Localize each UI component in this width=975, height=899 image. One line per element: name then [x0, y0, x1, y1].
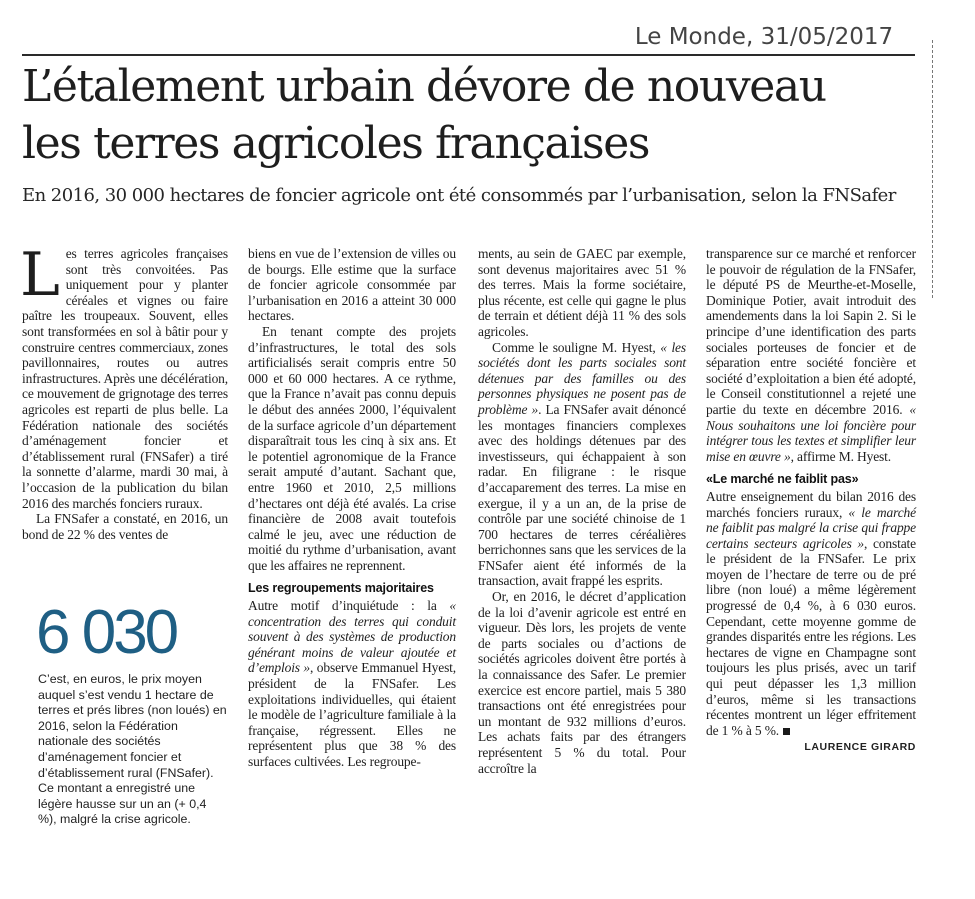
- quote: « concentration des terres qui conduit souvent à des systèmes de production générant moins de valeur ajoutée et d’emplois »: [248, 598, 456, 676]
- paragraph: ments, au sein de GAEC par exemple, sont devenus majoritaires avec 51 % des terres. Mais la forme sociétaire, plus récente, est celle qui gagne le plus de terrain et détient déjà 11 % des sols agricoles.: [478, 246, 686, 339]
- article-column-4: [706, 246, 916, 756]
- article-column-2: [248, 246, 456, 770]
- article-column-3: [478, 246, 686, 776]
- header-rule: [22, 54, 915, 56]
- paragraph-text: , affirme M. Hyest.: [790, 448, 891, 464]
- end-of-article-mark: [783, 728, 790, 735]
- paragraph: Or, en 2016, le décret d’application de la loi d’avenir agricole est entré en vigueur. Dès lors, les projets de vente de parts sociales ou d’actions de sociétés agricoles doivent être portés à la connaissance des Safer. Le premier exercice est encore partiel, mais 5 380 transactions ont été enregistrées pour un montant de 932 millions d’euros. Les achats faits par des étrangers représentent 5 % du total. Pour accroître la: [478, 589, 686, 776]
- byline: LAURENCE GIRARD: [804, 741, 916, 754]
- quote: « le marché ne faiblit pas malgré la crise qui frappe certains secteurs agricoles »: [706, 504, 916, 551]
- drop-cap: L: [20, 240, 60, 310]
- fact-box: [22, 598, 228, 828]
- article-column-1: [20, 240, 228, 542]
- paragraph-text: . La FNSafer avait dénoncé les montages financiers complexes avec des holdings détenues par des investisseurs, qui échappaient à son radar. En filigrane : le risque d’accaparement des terres. La mise en exergue, il y a un an, de la prise de contrôle par une société chinoise de 1 700 hectares de terres céréalières berrichonnes sans que les services de la FNSafer aient été informés de la transaction, avait frappé les esprits.: [478, 401, 686, 589]
- headline-line-1: L’étalement urbain dévore de nouveau: [22, 61, 826, 112]
- subheading: Les regroupements majoritaires: [248, 581, 434, 596]
- quote: « les sociétés dont les parts sociales sont détenues par des familles ou des personnes physiques ne posent pas de problème »: [478, 339, 686, 417]
- paragraph: En tenant compte des projets d’infrastructures, le total des sols artificialisés serait compris entre 50 000 et 60 000 hectares. A ce rythme, que la France n’avait pas connu depuis le début des années 2000, l’équivalent de la surface agricole d’un département disparaîtrait tous les cinq à six ans. Et le potentiel agronomique de la France serait amputé d’autant. Sachant que, entre 1960 et 2010, 2,5 millions d’hectares ont déjà été avalés. La crise financière de 2008 avait toutefois calmé le jeu, avec une réduction de moitié du rythme d’urbanisation, avant que les affaires ne reprennent.: [248, 323, 456, 573]
- paragraph-text: es terres agricoles françaises sont très convoitées. Pas uniquement pour y planter céréales et vignes ou faire paître les troupeaux. Souvent, elles sont transformées en sol à bâtir pour y construire centres commerciaux, zones pavillonnaires, routes ou autres infrastructures. Après une décélération, ce mouvement de grignotage des terres agricoles est reparti de plus belle. La Fédération nationale des sociétés d’aménagement foncier et d’établissement rural (FNSafer) a tiré la sonnette d’alarme, mardi 30 mai, à l’occasion de la publication du bilan 2016 des marchés fonciers ruraux.: [22, 246, 228, 511]
- paragraph: [706, 489, 916, 739]
- standfirst: En 2016, 30 000 hectares de foncier agricole ont été consommés par l’urbanisation, selon la FNSafer: [22, 185, 896, 206]
- paragraph-text: transparence sur ce marché et renforcer le pouvoir de régulation de la FNSafer, le député PS de Meurthe-et-Moselle, Dominique Potier, avait introduit des amendements dans la loi Sapin 2. Si le principe d’une identification des parts sociales porteuses de foncier et de séparation entre société foncière et société d’exploitation a bien été adopté, le Conseil constitutionnel a rejeté une partie du texte en décembre 2016.: [706, 246, 916, 417]
- paragraph: [248, 598, 456, 770]
- paragraph: [478, 340, 686, 590]
- fact-box-text: C’est, en euros, le prix moyen auquel s’est vendu 1 hectare de terres et prés libres (non loués) en 2016, selon la Fédération nationale des sociétés d’aménagement foncier et d’établissement rural (FNSafer). Ce montant a enregistré une légère hausse sur un an (+ 0,4 %), malgré la crise agricole.: [38, 672, 227, 827]
- paragraph: [706, 246, 916, 464]
- paragraph-text: , constate le président de la FNSafer. Le prix moyen de l’hectare de terre ou de pré libre (non loué) a même légèrement progressé de 0,4 %, à 6 030 euros. Cependant, cette moyenne gomme de grandes disparités entre les régions. Les hectares de vigne en Champagne sont toujours les plus prisés, avec un tarif qui peut dépasser les 1,3 million d’euros, même si les transactions récentes montrent un léger effritement de 1 % à 5 %.: [706, 535, 917, 738]
- quote: « Nous souhaitons une loi foncière pour intégrer tous les textes et simplifier leur mise en œuvre »: [706, 401, 916, 464]
- headline-line-2: les terres agricoles françaises: [22, 118, 650, 169]
- paragraph-text: Autre enseignement du bilan 2016 des marchés fonciers ruraux,: [706, 488, 916, 520]
- source-citation: Le Monde, 31/05/2017: [634, 24, 894, 50]
- paragraph: La FNSafer a constaté, en 2016, un bond de 22 % des ventes de: [22, 511, 228, 542]
- paragraph-text: , observe Emmanuel Hyest, président de la FNSafer. Les exploitations individuelles, qui étaient le modèle de l’agriculture familiale à la française, régressent. Elles ne représentent plus que 38 % des surfaces cultivées. Les regroupe-: [248, 660, 456, 769]
- subheading: «Le marché ne faiblit pas»: [706, 472, 859, 487]
- paragraph: [20, 240, 228, 511]
- headline: [22, 58, 922, 172]
- fact-box-number: 6 030: [36, 598, 177, 667]
- page-edge-rule: [932, 40, 933, 298]
- paragraph-text: Comme le souligne M. Hyest,: [492, 339, 661, 355]
- paragraph-text: Autre motif d’inquiétude : la: [248, 598, 450, 614]
- paragraph: biens en vue de l’extension de villes ou de bourgs. Elle estime que la surface de foncier agricole consommée par l’urbanisation en 2016 a atteint 30 000 hectares.: [248, 246, 456, 324]
